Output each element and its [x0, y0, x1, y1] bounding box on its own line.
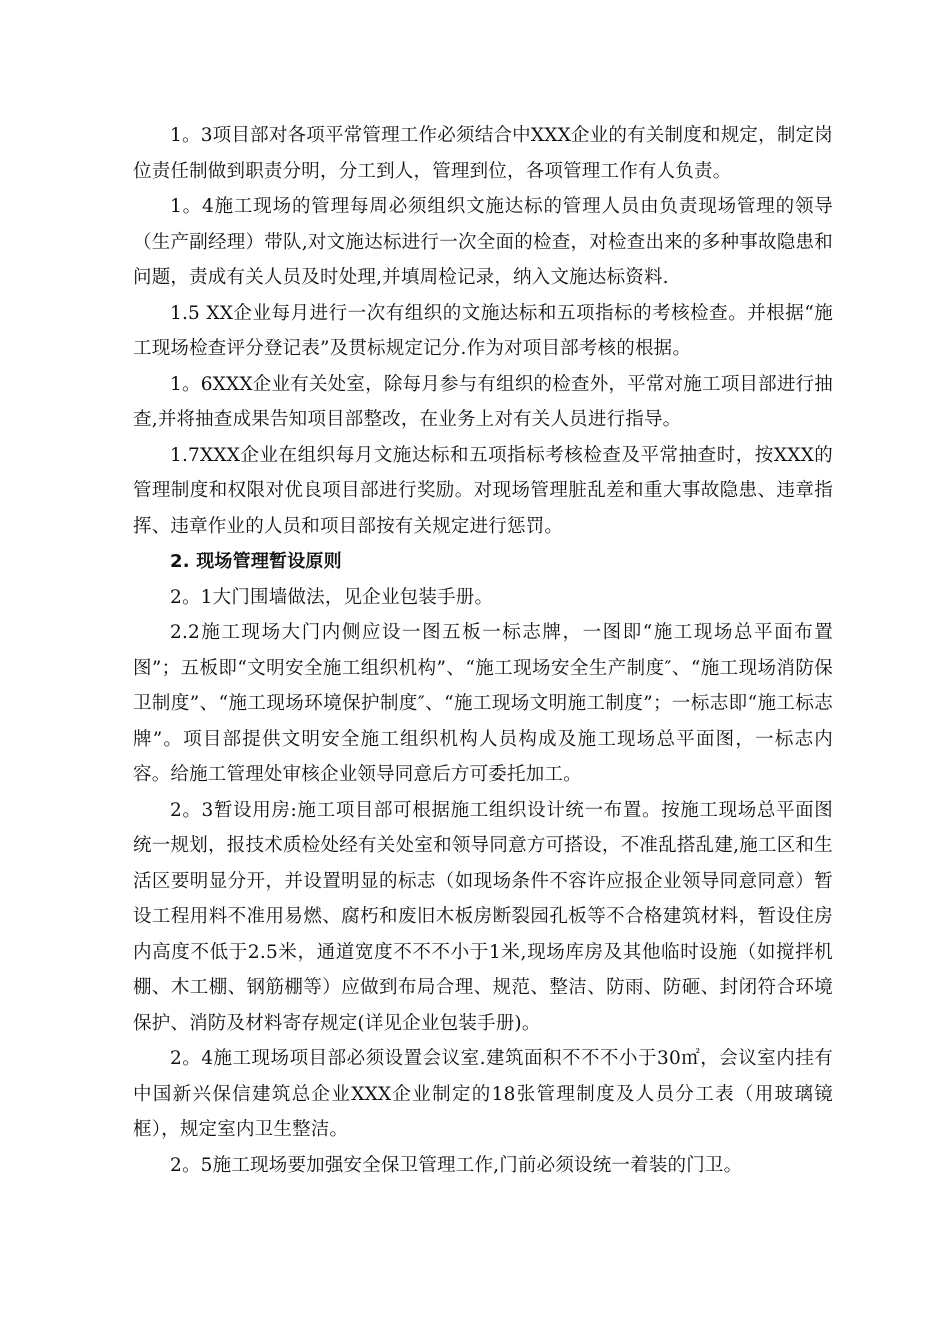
- paragraph-2-1: 2。1大门围墙做法，见企业包装手册。: [170, 586, 494, 608]
- paragraph-1-4: 1。4施工现场的管理每周必须组织文施达标的管理人员由负责现场管理的领导（生产副经理）带队,对文施达标进行一次全面的检查，对检查出来的多种事故隐患和问题，责成有关人员及时处理,并填周检记录，纳入文施达标资料.: [133, 196, 833, 288]
- paragraph-1-5: 1.5 XX企业每月进行一次有组织的文施达标和五项指标的考核检查。并根据“施工现场检查评分登记表”及贯标规定记分.作为对项目部考核的根据。: [133, 302, 833, 359]
- paragraph-2-4: 2。4施工现场项目部必须设置会议室.建筑面积不不不小于30㎡，会议室内挂有中国新兴保信建筑总企业XXX企业制定的18张管理制度及人员分工表（用玻璃镜框），规定室内卫生整洁。: [133, 1048, 833, 1140]
- section-heading: 2. 现场管理暂设原则: [170, 551, 342, 572]
- paragraph-1-3: 1。3项目部对各项平常管理工作必须结合中XXX企业的有关制度和规定，制定岗位责任制做到职责分明，分工到人，管理到位，各项管理工作有人负责。: [133, 125, 833, 182]
- document-body: [133, 118, 833, 1183]
- paragraph-2-5: 2。5施工现场要加强安全保卫管理工作,门前必须设统一着装的门卫。: [170, 1154, 743, 1176]
- paragraph-1-6: 1。6XXX企业有关处室，除每月参与有组织的检查外，平常对施工项目部进行抽查,并将抽查成果告知项目部整改，在业务上对有关人员进行指导。: [133, 373, 833, 430]
- paragraph-2-2: 2.2施工现场大门内侧应设一图五板一标志牌，一图即“施工现场总平面布置图”；五板即“文明安全施工组织机构”、“施工现场安全生产制度″、“施工现场消防保卫制度”、“施工现场环境保护制度″、“施工现场文明施工制度”；一标志即“施工标志牌”。项目部提供文明安全施工组织机构人员构成及施工现场总平面图，一标志内容。给施工管理处审核企业领导同意后方可委托加工。: [133, 622, 833, 785]
- paragraph-2-3: 2。3暂设用房:施工项目部可根据施工组织设计统一布置。按施工现场总平面图统一规划，报技术质检处经有关处室和领导同意方可搭设，不准乱搭乱建,施工区和生活区要明显分开，并设置明显的标志（如现场条件不容许应报企业领导同意同意）暂设工程用料不准用易燃、腐朽和废旧木板房断裂园孔板等不合格建筑材料，暂设住房内高度不低于2.5米，通道宽度不不不小于1米,现场库房及其他临时设施（如搅拌机棚、木工棚、钢筋棚等）应做到布局合理、规范、整洁、防雨、防砸、封闭符合环境保护、消防及材料寄存规定(详见企业包装手册)。: [133, 799, 833, 1034]
- paragraph-1-7: 1.7XXX企业在组织每月文施达标和五项指标考核检查及平常抽查时，按XXX的管理制度和权限对优良项目部进行奖励。对现场管理脏乱差和重大事故隐患、违章指挥、违章作业的人员和项目部按有关规定进行惩罚。: [133, 444, 833, 537]
